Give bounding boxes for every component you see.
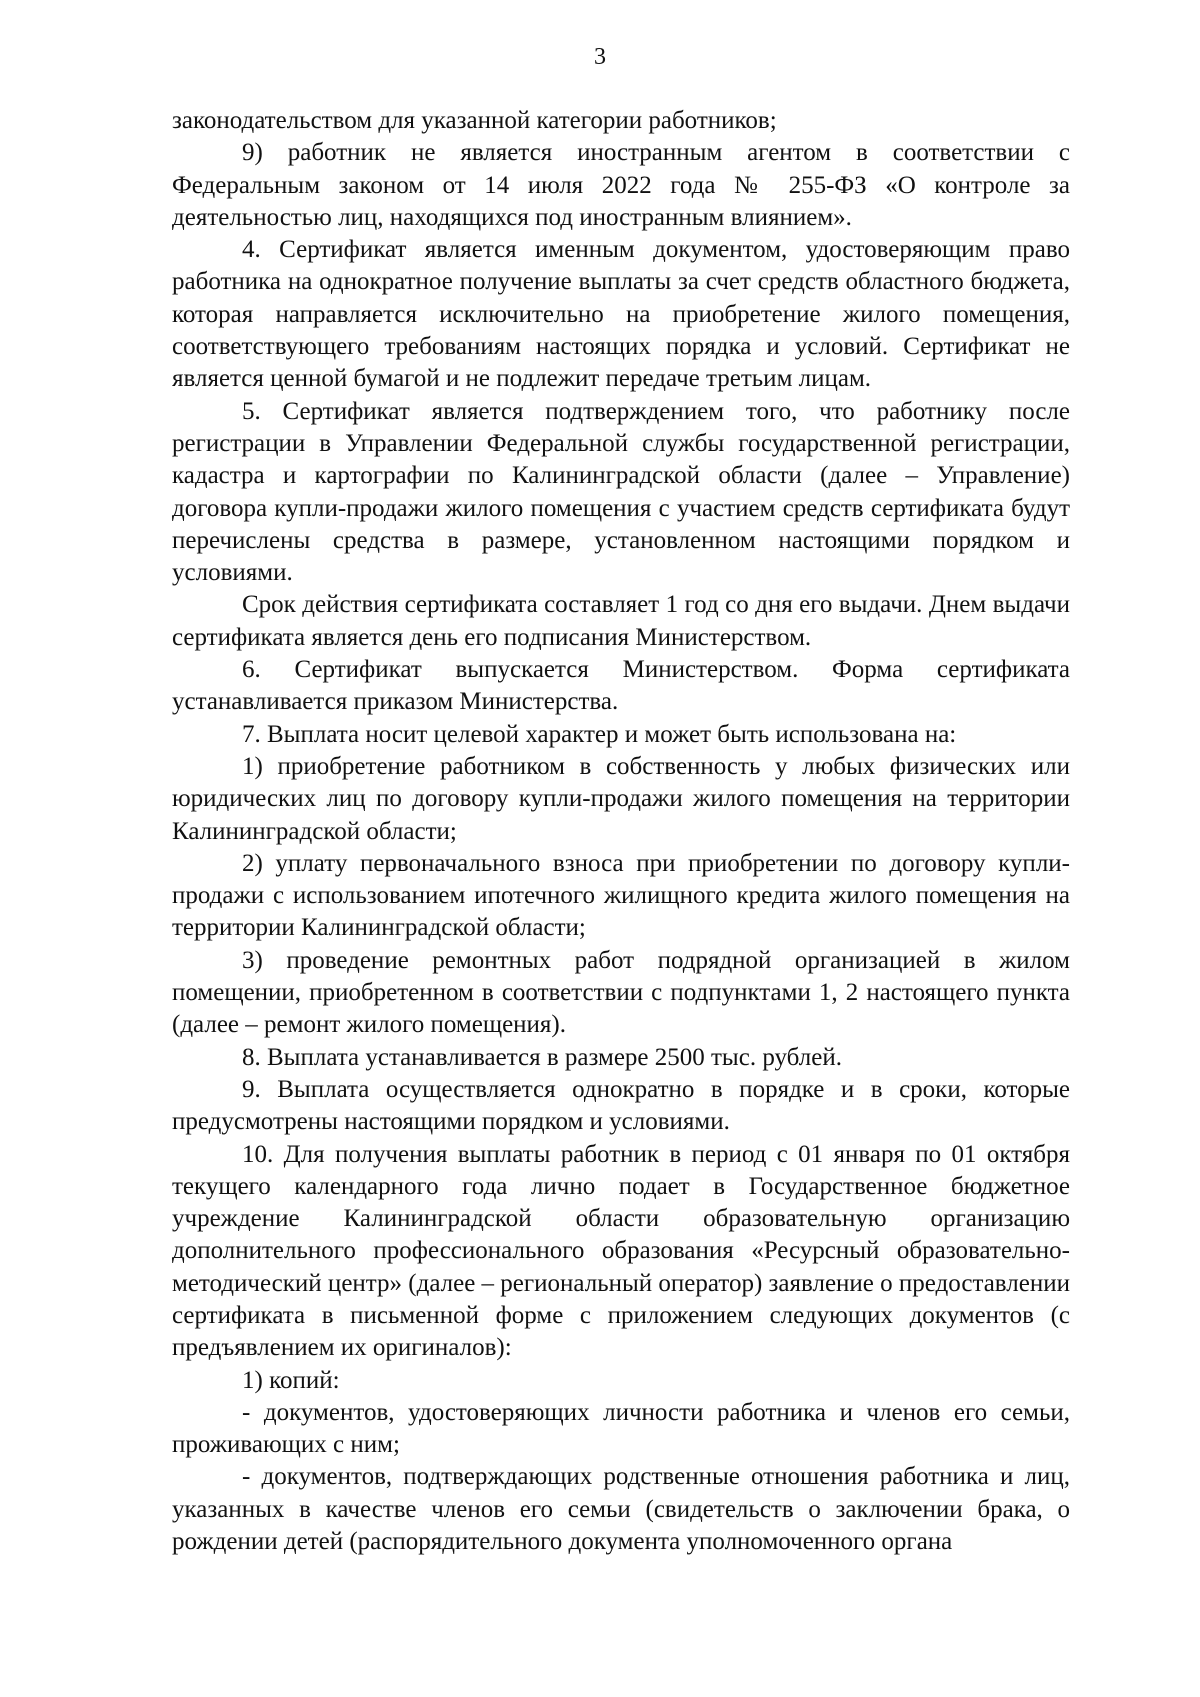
paragraph-section-10: 10. Для получения выплаты работник в период с 01 января по 01 октября текущего календарного года лично подает в Государственное бюджетное учреждение Калининградской области образовательную организацию дополнительного профессионального образования «Ресурсный образовательно-методический центр» (далее – региональный оператор) заявление о предоставлении сертификата в письменной форме с приложением следующих документов (с предъявлением их оригиналов): [172,1140,1070,1362]
paragraph-section-8: 8. Выплата устанавливается в размере 2500 тыс. рублей. [242,1043,842,1071]
paragraph-section-10-item-1: 1) копий: [242,1366,340,1394]
paragraph-kinship-documents: - документов, подтверждающих родственные отношения работника и лиц, указанных в качестве членов его семьи (свидетельств о заключении брака, о рождении детей (распорядительного документа уполномоченного органа [172,1463,1070,1556]
paragraph-section-4: 4. Сертификат является именным документом, удостоверяющим право работника на однократное получение выплаты за счет средств областного бюджета, которая направляется исключительно на приобретение жилого помещения, соответствующего требованиям настоящих порядка и условий. Сертификат не является ценной бумагой и не подлежит передаче третьим лицам. [172,236,1070,393]
paragraph-section-7-item-1: 1) приобретение работником в собственность у любых физических или юридических лиц по договору купли-продажи жилого помещения на территории Калининградской области; [172,752,1070,845]
paragraph-section-7-item-2: 2) уплату первоначального взноса при приобретении по договору купли-продажи с использованием ипотечного жилищного кредита жилого помещения на территории Калининградской области; [172,849,1070,942]
paragraph-section-6: 6. Сертификат выпускается Министерством. Форма сертификата устанавливается приказом Министерства. [172,656,1070,716]
paragraph-item-9: 9) работник не является иностранным агентом в соответствии с Федеральным законом от 14 июля 2022 года № 255-ФЗ «О контроле за деятельностью лиц, находящихся под иностранным влиянием». [172,139,1070,231]
paragraph-continuation: законодательством для указанной категории работников; [172,107,777,134]
paragraph-certificate-validity: Срок действия сертификата составляет 1 год со дня его выдачи. Днем выдачи сертификата является день его подписания Министерством. [172,591,1070,651]
document-body [172,105,1070,1558]
paragraph-identity-documents: - документов, удостоверяющих личности работника и членов его семьи, проживающих с ним; [172,1398,1070,1459]
paragraph-section-5: 5. Сертификат является подтверждением того, что работнику после регистрации в Управлении Федеральной службы государственной регистрации, кадастра и картографии по Калининградской области (далее – Управление) договора купли-продажи жилого помещения с участием средств сертификата будут перечислены средства в размере, установленном настоящими порядком и условиями. [172,397,1070,587]
paragraph-section-9: 9. Выплата осуществляется однократно в порядке и в сроки, которые предусмотрены настоящими порядком и условиями. [172,1075,1070,1136]
paragraph-section-7: 7. Выплата носит целевой характер и может быть использована на: [242,720,957,748]
paragraph-section-7-item-3: 3) проведение ремонтных работ подрядной организацией в жилом помещении, приобретенном в соответствии с подпунктами 1, 2 настоящего пункта (далее – ремонт жилого помещения). [172,946,1070,1039]
page-number: 3 [594,44,606,70]
